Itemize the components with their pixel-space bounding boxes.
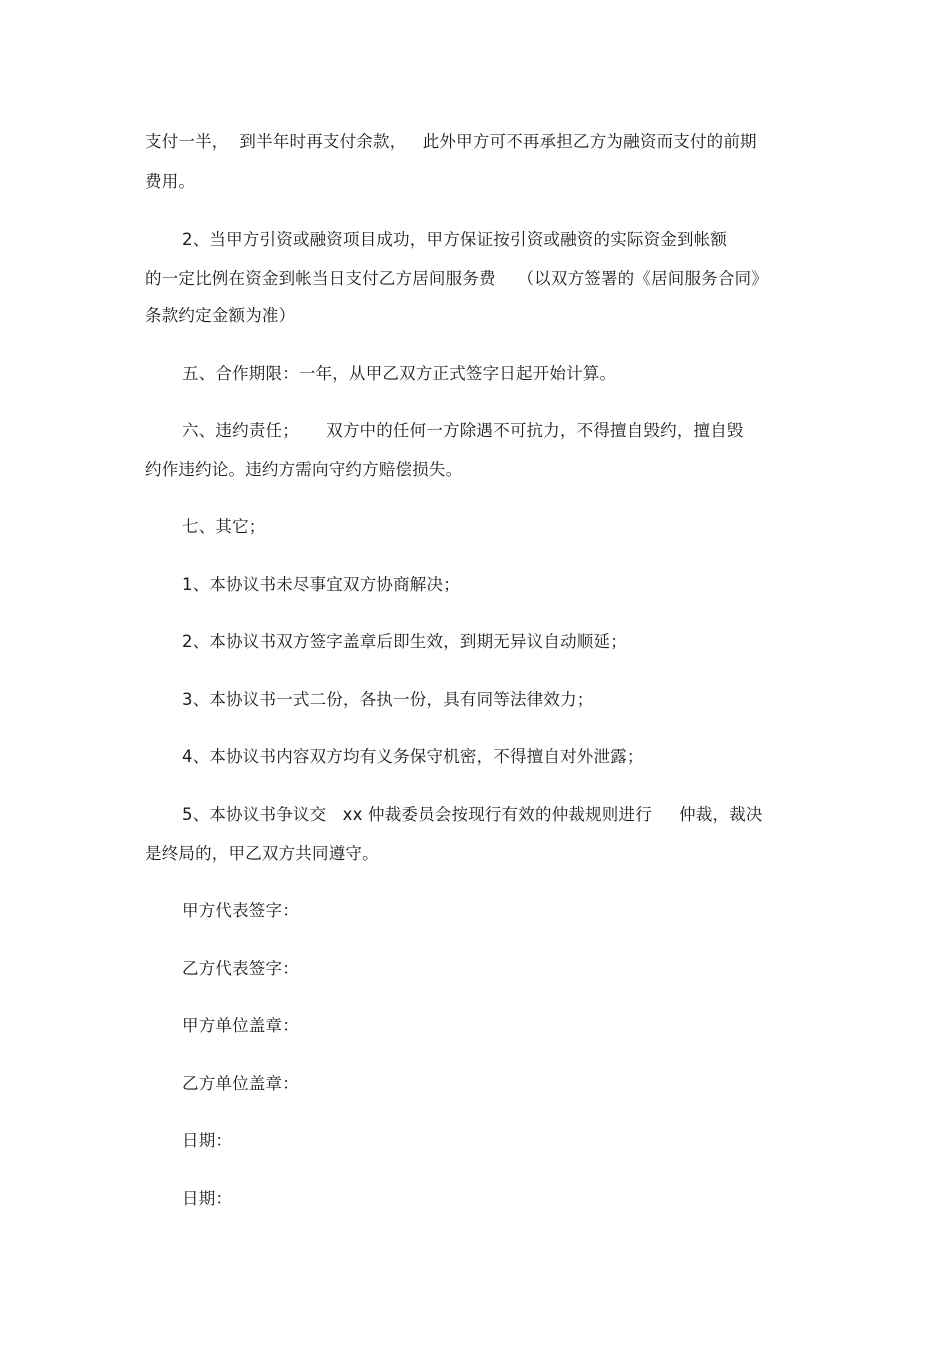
- clause-4-continuation-line-2: 费用。: [145, 172, 196, 191]
- clause-7-item-2: 2、本协议书双方签字盖章后即生效，到期无异议自动顺延；: [182, 632, 627, 651]
- seal-party-b-unit: 乙方单位盖章：: [182, 1074, 299, 1093]
- clause-7-item-5-line-2: 是终局的，甲乙双方共同遵守。: [145, 844, 379, 863]
- clause-4-item-2-line-1: 2、当甲方引资或融资项目成功，甲方保证按引资或融资的实际资金到帐额: [182, 230, 728, 249]
- clause-7-item-5-line-1: 5、本协议书争议交 xx 仲裁委员会按现行有效的仲裁规则进行 仲裁，裁决: [182, 805, 763, 824]
- clause-7-item-4: 4、本协议书内容双方均有义务保守机密，不得擅自对外泄露；: [182, 747, 644, 766]
- clause-7-heading: 七、其它；: [182, 517, 266, 536]
- signature-party-a-representative: 甲方代表签字：: [182, 901, 299, 920]
- clause-6-line-2: 约作违约论。违约方需向守约方赔偿损失。: [145, 460, 463, 479]
- clause-4-item-2-line-2: 的一定比例在资金到帐当日支付乙方居间服务费 （以双方签署的《居间服务合同》: [145, 269, 768, 288]
- clause-5-cooperation-period: 五、合作期限：一年，从甲乙双方正式签字日起开始计算。: [182, 364, 617, 383]
- clause-4-item-2-line-3: 条款约定金额为准）: [145, 306, 296, 325]
- clause-7-item-1: 1、本协议书未尽事宜双方协商解决；: [182, 575, 460, 594]
- date-party-b: 日期：: [182, 1189, 233, 1208]
- clause-4-continuation-line-1: 支付一半， 到半年时再支付余款， 此外甲方可不再承担乙方为融资而支付的前期: [145, 132, 757, 151]
- clause-6-line-1: 六、违约责任； 双方中的任何一方除遇不可抗力，不得擅自毁约，擅自毁: [182, 421, 744, 440]
- clause-7-item-3: 3、本协议书一式二份，各执一份，具有同等法律效力；: [182, 690, 594, 709]
- date-party-a: 日期：: [182, 1131, 233, 1150]
- signature-party-b-representative: 乙方代表签字：: [182, 959, 299, 978]
- seal-party-a-unit: 甲方单位盖章：: [182, 1016, 299, 1035]
